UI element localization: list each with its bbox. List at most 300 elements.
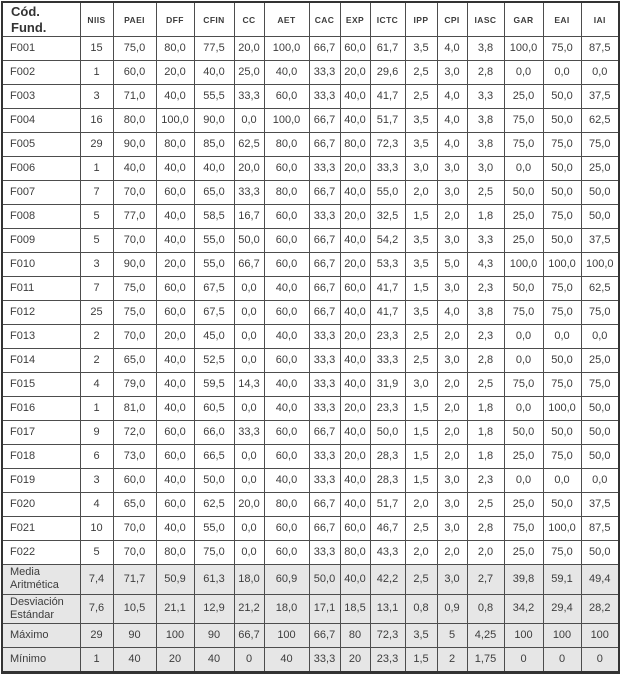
data-cell: 40,0 — [156, 397, 194, 421]
data-cell: 4,0 — [437, 37, 467, 61]
data-cell: 0 — [543, 647, 581, 672]
data-cell: 25,0 — [504, 445, 543, 469]
data-cell: 100,0 — [504, 37, 543, 61]
data-cell: 3,0 — [437, 277, 467, 301]
data-cell: 0 — [234, 647, 264, 672]
summary-row — [2, 565, 619, 594]
data-cell: 5 — [80, 205, 113, 229]
data-cell: 100 — [581, 623, 619, 647]
data-cell: 60,0 — [264, 301, 309, 325]
data-cell: 1,5 — [405, 469, 437, 493]
column-header-11: CPI — [437, 2, 467, 37]
data-cell: 0,0 — [581, 469, 619, 493]
data-cell: 40,0 — [113, 157, 156, 181]
data-cell: 0,0 — [543, 61, 581, 85]
data-cell: 40,0 — [340, 349, 370, 373]
data-cell: 41,7 — [370, 301, 405, 325]
data-cell: 2,8 — [467, 517, 504, 541]
data-cell: 13,1 — [370, 594, 405, 623]
data-cell: 2 — [80, 349, 113, 373]
data-cell: 0 — [504, 647, 543, 672]
data-cell: 50,0 — [234, 229, 264, 253]
data-cell: 50,0 — [543, 493, 581, 517]
data-cell: 55,5 — [194, 85, 234, 109]
data-cell: 40,0 — [156, 85, 194, 109]
data-cell: 20,0 — [340, 205, 370, 229]
data-cell: 33,3 — [309, 445, 340, 469]
data-cell: 40,0 — [264, 277, 309, 301]
data-cell: 59,1 — [543, 565, 581, 594]
data-cell: 60,0 — [264, 157, 309, 181]
data-cell: 20,0 — [156, 61, 194, 85]
data-cell: 80,0 — [113, 109, 156, 133]
data-cell: 90,0 — [113, 133, 156, 157]
data-cell: 75,0 — [113, 37, 156, 61]
data-cell: 67,5 — [194, 277, 234, 301]
data-cell: 3 — [80, 85, 113, 109]
data-cell: 66,7 — [309, 37, 340, 61]
row-label: F002 — [2, 61, 80, 85]
data-cell: 4,0 — [437, 109, 467, 133]
data-cell: 17,1 — [309, 594, 340, 623]
data-cell: 28,2 — [581, 594, 619, 623]
column-header-15: IAI — [581, 2, 619, 37]
data-cell: 2,5 — [405, 325, 437, 349]
data-cell: 40,0 — [264, 373, 309, 397]
data-cell: 33,3 — [309, 469, 340, 493]
data-cell: 100,0 — [543, 397, 581, 421]
data-cell: 2,5 — [405, 349, 437, 373]
data-cell: 1 — [80, 157, 113, 181]
data-cell: 58,5 — [194, 205, 234, 229]
data-cell: 0,0 — [504, 397, 543, 421]
data-cell: 51,7 — [370, 109, 405, 133]
data-cell: 37,5 — [581, 229, 619, 253]
row-label: F018 — [2, 445, 80, 469]
data-cell: 50,0 — [504, 277, 543, 301]
data-cell: 40,0 — [340, 109, 370, 133]
data-cell: 4,0 — [437, 85, 467, 109]
data-cell: 66,7 — [309, 229, 340, 253]
data-cell: 34,2 — [504, 594, 543, 623]
data-cell: 42,2 — [370, 565, 405, 594]
column-header-10: IPP — [405, 2, 437, 37]
data-cell: 7 — [80, 181, 113, 205]
data-cell: 2,0 — [437, 205, 467, 229]
data-cell: 3,0 — [437, 181, 467, 205]
data-cell: 1,5 — [405, 397, 437, 421]
data-cell: 77,5 — [194, 37, 234, 61]
data-cell: 71,7 — [113, 565, 156, 594]
data-cell: 2,3 — [467, 469, 504, 493]
data-cell: 3,5 — [405, 229, 437, 253]
data-cell: 66,7 — [309, 109, 340, 133]
data-cell: 100,0 — [543, 253, 581, 277]
row-label: Máximo — [2, 623, 80, 647]
data-cell: 0,0 — [234, 349, 264, 373]
data-cell: 73,0 — [113, 445, 156, 469]
data-cell: 87,5 — [581, 37, 619, 61]
data-cell: 2,5 — [467, 373, 504, 397]
row-label: Desviación Estándar — [2, 594, 80, 623]
data-cell: 0,0 — [581, 325, 619, 349]
data-cell: 3,0 — [437, 349, 467, 373]
data-cell: 28,3 — [370, 445, 405, 469]
table-row — [2, 517, 619, 541]
row-label: F016 — [2, 397, 80, 421]
data-cell: 60,0 — [340, 37, 370, 61]
data-cell: 7 — [80, 277, 113, 301]
row-label-header: Cód. Fund. — [2, 2, 80, 37]
data-cell: 75,0 — [543, 373, 581, 397]
row-label: F013 — [2, 325, 80, 349]
data-cell: 23,3 — [370, 397, 405, 421]
row-label: Media Aritmética — [2, 565, 80, 594]
data-cell: 0,0 — [581, 61, 619, 85]
data-cell: 33,3 — [309, 397, 340, 421]
data-cell: 50,0 — [543, 229, 581, 253]
data-cell: 100 — [543, 623, 581, 647]
data-cell: 80,0 — [340, 541, 370, 565]
header-row — [2, 2, 619, 37]
data-cell: 33,3 — [309, 349, 340, 373]
data-cell: 33,3 — [309, 541, 340, 565]
data-cell: 80,0 — [156, 133, 194, 157]
data-cell: 65,0 — [113, 349, 156, 373]
data-cell: 12,9 — [194, 594, 234, 623]
data-cell: 2,5 — [467, 181, 504, 205]
data-cell: 70,0 — [113, 517, 156, 541]
data-cell: 33,3 — [370, 157, 405, 181]
data-cell: 29,6 — [370, 61, 405, 85]
data-cell: 66,7 — [309, 301, 340, 325]
data-cell: 40,0 — [264, 397, 309, 421]
data-cell: 2,8 — [467, 61, 504, 85]
data-cell: 3,5 — [405, 133, 437, 157]
data-cell: 66,5 — [194, 445, 234, 469]
table-row — [2, 373, 619, 397]
data-cell: 33,3 — [234, 421, 264, 445]
data-cell: 5 — [80, 229, 113, 253]
data-cell: 60,0 — [264, 445, 309, 469]
data-cell: 40,0 — [340, 421, 370, 445]
table-row — [2, 493, 619, 517]
data-cell: 100,0 — [581, 253, 619, 277]
data-cell: 2,5 — [405, 565, 437, 594]
data-cell: 1 — [80, 61, 113, 85]
data-cell: 100 — [264, 623, 309, 647]
data-cell: 66,0 — [194, 421, 234, 445]
row-label: F010 — [2, 253, 80, 277]
data-cell: 20 — [340, 647, 370, 672]
data-cell: 0,9 — [437, 594, 467, 623]
data-cell: 6 — [80, 445, 113, 469]
data-cell: 40,0 — [194, 157, 234, 181]
data-cell: 40,0 — [194, 61, 234, 85]
data-cell: 3,0 — [437, 517, 467, 541]
data-cell: 1,8 — [467, 205, 504, 229]
data-cell: 4,3 — [467, 253, 504, 277]
data-cell: 25,0 — [504, 493, 543, 517]
data-cell: 50,0 — [543, 109, 581, 133]
data-cell: 0,0 — [504, 325, 543, 349]
data-cell: 60,0 — [156, 421, 194, 445]
data-cell: 0,8 — [467, 594, 504, 623]
data-cell: 4,25 — [467, 623, 504, 647]
data-cell: 66,7 — [309, 277, 340, 301]
data-cell: 0,0 — [234, 301, 264, 325]
data-cell: 60,9 — [264, 565, 309, 594]
data-cell: 50,0 — [581, 205, 619, 229]
data-cell: 52,5 — [194, 349, 234, 373]
data-cell: 65,0 — [113, 493, 156, 517]
data-cell: 1,5 — [405, 277, 437, 301]
data-cell: 40,0 — [340, 181, 370, 205]
data-cell: 66,7 — [234, 623, 264, 647]
column-header-12: IASC — [467, 2, 504, 37]
data-cell: 1,8 — [467, 397, 504, 421]
data-cell: 2,0 — [405, 493, 437, 517]
data-cell: 51,7 — [370, 493, 405, 517]
table-row — [2, 469, 619, 493]
data-cell: 50,0 — [543, 181, 581, 205]
row-label: Mínimo — [2, 647, 80, 672]
data-cell: 33,3 — [309, 157, 340, 181]
data-cell: 75,0 — [504, 133, 543, 157]
data-cell: 2,7 — [467, 565, 504, 594]
data-cell: 5 — [437, 623, 467, 647]
data-cell: 55,0 — [194, 517, 234, 541]
data-cell: 2,0 — [437, 445, 467, 469]
data-cell: 3,0 — [437, 229, 467, 253]
data-cell: 2,0 — [437, 397, 467, 421]
data-cell: 100,0 — [504, 253, 543, 277]
data-cell: 50,0 — [543, 421, 581, 445]
data-cell: 2,0 — [437, 373, 467, 397]
data-cell: 50,0 — [504, 181, 543, 205]
data-cell: 0,0 — [234, 469, 264, 493]
data-cell: 40,0 — [156, 469, 194, 493]
data-cell: 3,8 — [467, 37, 504, 61]
data-cell: 25,0 — [504, 205, 543, 229]
data-cell: 3,8 — [467, 109, 504, 133]
data-cell: 75,0 — [504, 517, 543, 541]
table-row — [2, 133, 619, 157]
data-cell: 60,5 — [194, 397, 234, 421]
data-cell: 60,0 — [264, 421, 309, 445]
data-cell: 50,0 — [581, 397, 619, 421]
data-cell: 20,0 — [156, 253, 194, 277]
data-cell: 60,0 — [264, 229, 309, 253]
data-cell: 23,3 — [370, 325, 405, 349]
row-label: F006 — [2, 157, 80, 181]
data-cell: 3,5 — [405, 253, 437, 277]
data-cell: 75,0 — [504, 373, 543, 397]
fund-indicators-table — [1, 1, 620, 674]
data-cell: 75,0 — [504, 109, 543, 133]
data-cell: 25,0 — [504, 85, 543, 109]
data-cell: 0,0 — [543, 325, 581, 349]
data-cell: 29 — [80, 133, 113, 157]
data-cell: 2 — [437, 647, 467, 672]
data-cell: 3,5 — [405, 623, 437, 647]
data-cell: 3,5 — [405, 109, 437, 133]
data-cell: 0,0 — [234, 397, 264, 421]
data-cell: 33,3 — [309, 61, 340, 85]
data-cell: 50,9 — [156, 565, 194, 594]
data-cell: 1,5 — [405, 647, 437, 672]
data-cell: 40,0 — [340, 373, 370, 397]
data-cell: 50,0 — [581, 445, 619, 469]
data-cell: 50,0 — [504, 421, 543, 445]
data-cell: 75,0 — [504, 301, 543, 325]
data-cell: 40,0 — [340, 469, 370, 493]
table-row — [2, 229, 619, 253]
data-cell: 62,5 — [581, 109, 619, 133]
data-cell: 7,4 — [80, 565, 113, 594]
data-cell: 3 — [80, 253, 113, 277]
data-cell: 3,0 — [405, 157, 437, 181]
data-cell: 100,0 — [156, 109, 194, 133]
data-cell: 20,0 — [340, 397, 370, 421]
data-cell: 100,0 — [264, 37, 309, 61]
row-label: F020 — [2, 493, 80, 517]
data-cell: 3,0 — [437, 469, 467, 493]
data-cell: 50,0 — [370, 421, 405, 445]
data-cell: 25,0 — [504, 229, 543, 253]
data-cell: 2,5 — [405, 517, 437, 541]
data-cell: 75,0 — [543, 301, 581, 325]
data-cell: 70,0 — [113, 325, 156, 349]
row-label: F005 — [2, 133, 80, 157]
data-cell: 66,7 — [309, 253, 340, 277]
data-cell: 70,0 — [113, 181, 156, 205]
data-cell: 75,0 — [543, 205, 581, 229]
data-cell: 41,7 — [370, 85, 405, 109]
data-cell: 66,7 — [234, 253, 264, 277]
data-cell: 15 — [80, 37, 113, 61]
data-cell: 33,3 — [309, 325, 340, 349]
row-label: F021 — [2, 517, 80, 541]
data-cell: 45,0 — [194, 325, 234, 349]
data-cell: 50,0 — [194, 469, 234, 493]
data-cell: 3,3 — [467, 229, 504, 253]
data-cell: 1,5 — [405, 421, 437, 445]
data-cell: 14,3 — [234, 373, 264, 397]
data-cell: 20 — [156, 647, 194, 672]
data-cell: 60,0 — [264, 541, 309, 565]
data-cell: 49,4 — [581, 565, 619, 594]
data-cell: 2,5 — [467, 493, 504, 517]
data-cell: 20,0 — [234, 37, 264, 61]
data-cell: 5,0 — [437, 253, 467, 277]
data-cell: 33,3 — [309, 647, 340, 672]
data-cell: 60,0 — [156, 445, 194, 469]
column-header-1: NIIS — [80, 2, 113, 37]
table-row — [2, 301, 619, 325]
table-row — [2, 85, 619, 109]
data-cell: 62,5 — [581, 277, 619, 301]
column-header-3: DFF — [156, 2, 194, 37]
table-row — [2, 277, 619, 301]
data-cell: 3,0 — [437, 61, 467, 85]
data-cell: 62,5 — [194, 493, 234, 517]
data-cell: 33,3 — [309, 205, 340, 229]
data-cell: 40,0 — [156, 157, 194, 181]
row-label: F015 — [2, 373, 80, 397]
data-cell: 0,0 — [504, 469, 543, 493]
data-cell: 66,7 — [309, 623, 340, 647]
data-cell: 29,4 — [543, 594, 581, 623]
data-cell: 4,0 — [437, 133, 467, 157]
table-row — [2, 541, 619, 565]
table-row — [2, 349, 619, 373]
data-cell: 55,0 — [194, 229, 234, 253]
data-cell: 60,0 — [156, 301, 194, 325]
data-cell: 1,75 — [467, 647, 504, 672]
data-cell: 2,0 — [437, 421, 467, 445]
data-cell: 60,0 — [264, 253, 309, 277]
row-label: F004 — [2, 109, 80, 133]
data-cell: 1 — [80, 397, 113, 421]
data-cell: 79,0 — [113, 373, 156, 397]
data-cell: 71,0 — [113, 85, 156, 109]
data-cell: 100 — [156, 623, 194, 647]
summary-row — [2, 647, 619, 672]
column-header-6: AET — [264, 2, 309, 37]
data-cell: 55,0 — [194, 253, 234, 277]
data-cell: 29 — [80, 623, 113, 647]
data-cell: 100,0 — [543, 517, 581, 541]
data-cell: 0,0 — [234, 517, 264, 541]
data-cell: 39,8 — [504, 565, 543, 594]
data-cell: 75,0 — [543, 445, 581, 469]
data-cell: 66,7 — [309, 493, 340, 517]
column-header-2: PAEI — [113, 2, 156, 37]
data-cell: 4,0 — [437, 301, 467, 325]
table-row — [2, 61, 619, 85]
data-cell: 18,5 — [340, 594, 370, 623]
data-cell: 4 — [80, 493, 113, 517]
data-cell: 2,0 — [437, 541, 467, 565]
data-cell: 80,0 — [264, 133, 309, 157]
data-cell: 7,6 — [80, 594, 113, 623]
data-cell: 75,0 — [581, 373, 619, 397]
data-cell: 40,0 — [156, 229, 194, 253]
data-cell: 16,7 — [234, 205, 264, 229]
data-cell: 100,0 — [264, 109, 309, 133]
data-cell: 50,0 — [543, 157, 581, 181]
data-cell: 3,0 — [437, 565, 467, 594]
data-cell: 10,5 — [113, 594, 156, 623]
data-cell: 25,0 — [581, 349, 619, 373]
data-cell: 2,3 — [467, 325, 504, 349]
data-cell: 75,0 — [581, 301, 619, 325]
data-cell: 85,0 — [194, 133, 234, 157]
data-cell: 16 — [80, 109, 113, 133]
data-cell: 75,0 — [543, 37, 581, 61]
data-cell: 3,0 — [467, 157, 504, 181]
row-label: F012 — [2, 301, 80, 325]
table-row — [2, 109, 619, 133]
data-cell: 50,0 — [543, 349, 581, 373]
data-cell: 2,8 — [467, 349, 504, 373]
data-cell: 2,0 — [405, 181, 437, 205]
data-cell: 80,0 — [340, 133, 370, 157]
data-cell: 3 — [80, 469, 113, 493]
data-cell: 20,0 — [340, 157, 370, 181]
data-cell: 18,0 — [234, 565, 264, 594]
